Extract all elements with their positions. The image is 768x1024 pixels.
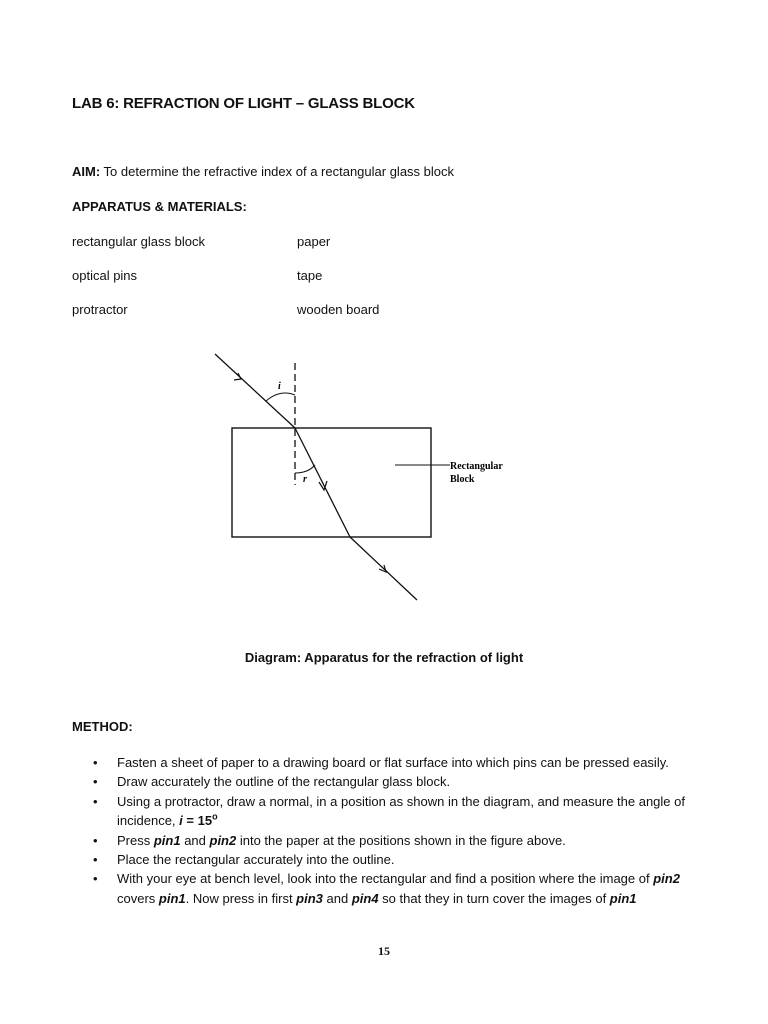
emergent-ray (350, 537, 417, 600)
aim-label: AIM: (72, 164, 101, 179)
method-step: • Press pin1 and pin2 into the paper at the positions shown in the figure above. (72, 831, 702, 850)
method-heading: METHOD: (72, 719, 133, 734)
refraction-diagram (200, 345, 530, 605)
aim-text: To determine the refractive index of a rectangular glass block (100, 164, 455, 179)
diagram-caption: Diagram: Apparatus for the refraction of light (244, 650, 524, 665)
material-item: protractor (72, 302, 128, 317)
block-label-line1: Rectangular (450, 461, 503, 472)
material-item: rectangular glass block (72, 234, 205, 249)
glass-block-outline (232, 428, 431, 537)
page-number: 15 (378, 944, 390, 958)
material-item: tape (297, 268, 323, 283)
method-step: • With your eye at bench level, look into the rectangular and find a position where the image of pin2 covers pin1. Now press in first pin3 and pin4 so that they in turn cover the images of pin1 (72, 869, 702, 908)
method-step: • Using a protractor, draw a normal, in a position as shown in the diagram, and measure the angle of incidence, $i = 15^o$ (72, 792, 702, 831)
material-item: paper (297, 234, 331, 249)
material-item: wooden board (297, 302, 380, 317)
method-step: • Place the rectangular accurately into the outline. (72, 850, 702, 869)
method-step: • Draw accurately the outline of the rectangular glass block. (72, 772, 702, 791)
method-steps (72, 753, 702, 908)
angle-i-arc (266, 393, 295, 401)
aim-statement (72, 164, 454, 179)
angle-i-label: i (278, 381, 281, 392)
angle-r-arc (295, 465, 315, 473)
method-step: • Fasten a sheet of paper to a drawing board or flat surface into which pins can be pressed easily. (72, 753, 702, 772)
material-item: optical pins (72, 268, 138, 283)
incident-ray (215, 354, 295, 428)
apparatus-heading: APPARATUS & MATERIALS: (72, 199, 247, 214)
angle-r-label: r (303, 474, 307, 485)
page-title: LAB 6: REFRACTION OF LIGHT – GLASS BLOCK (72, 95, 415, 112)
block-label-line2: Block (450, 474, 475, 485)
